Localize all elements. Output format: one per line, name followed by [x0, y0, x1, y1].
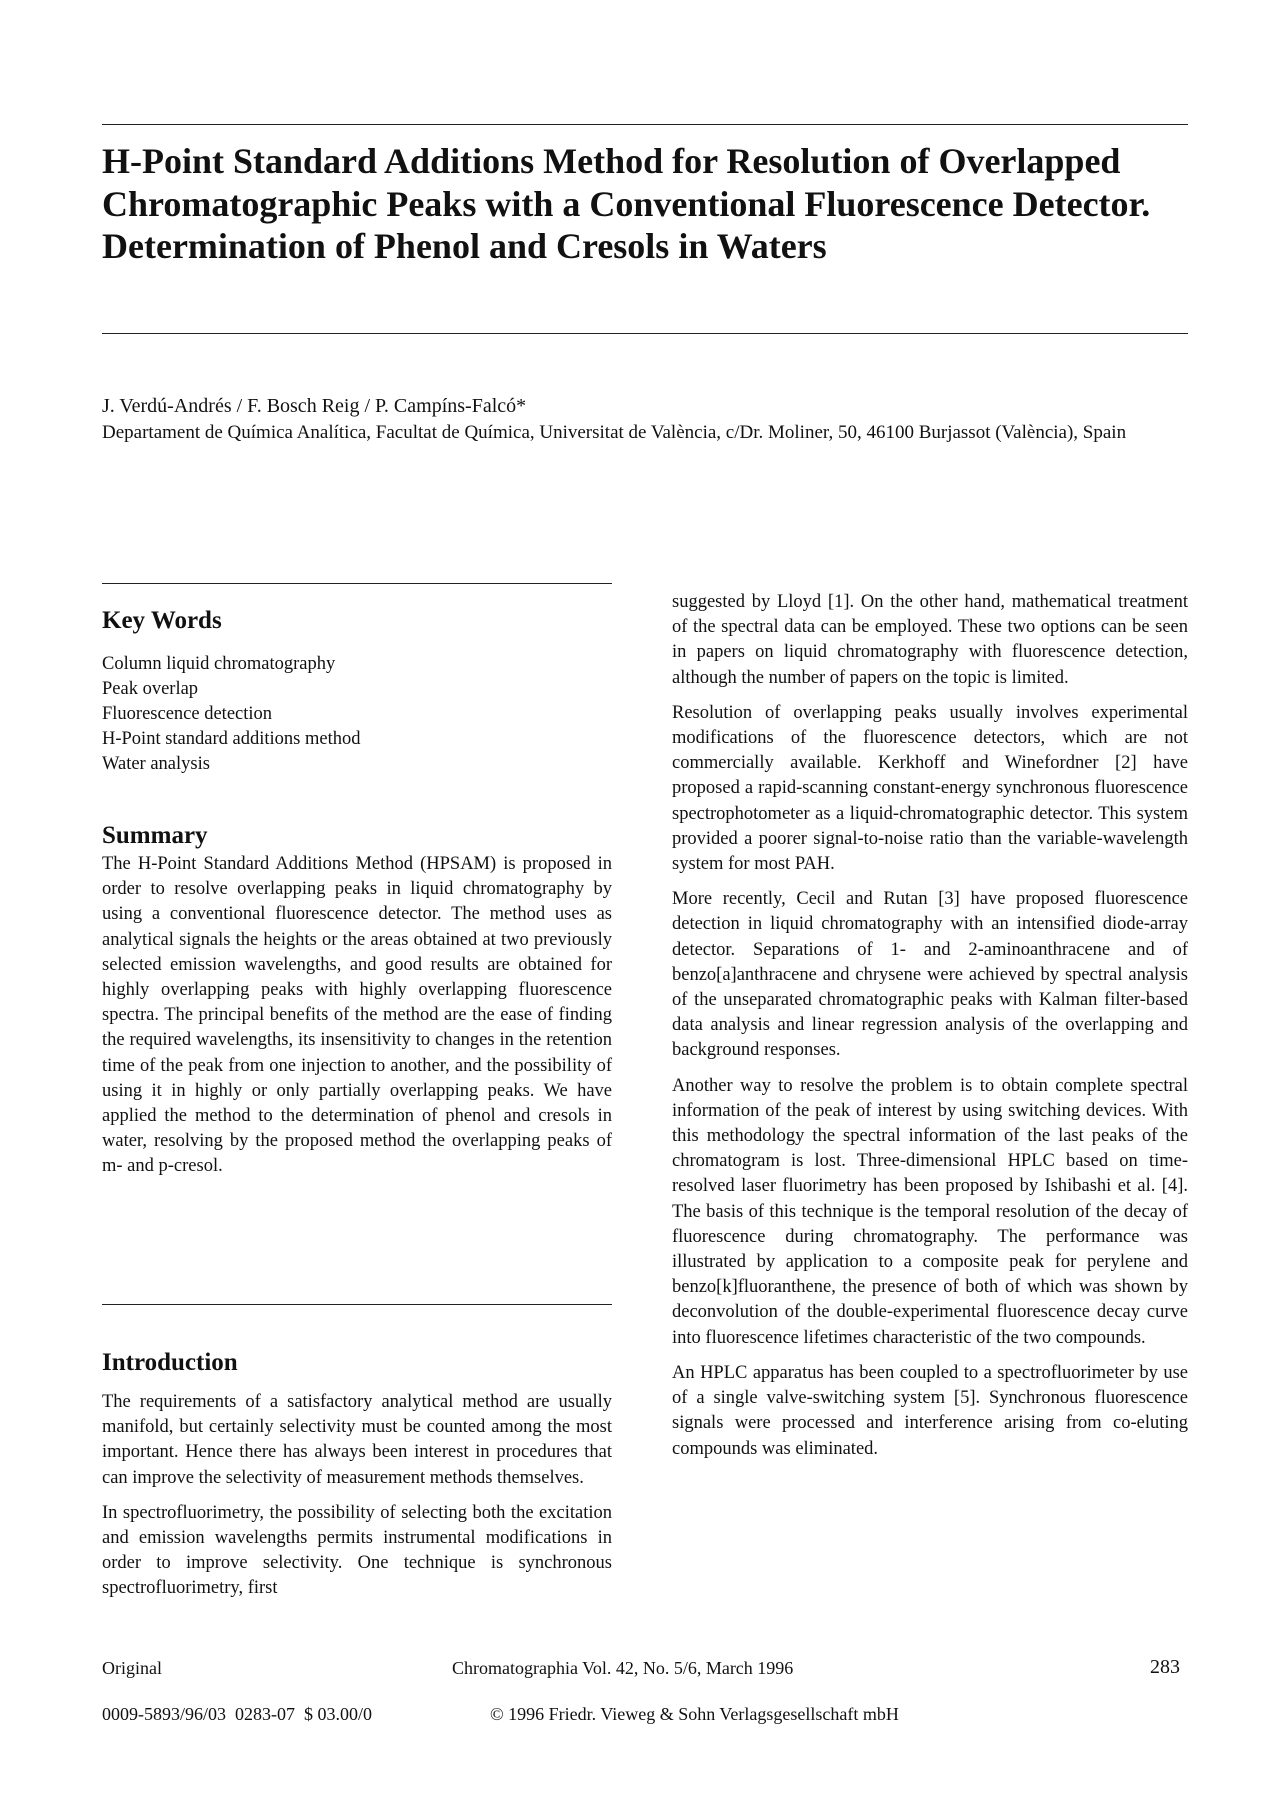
paragraph: Resolution of overlapping peaks usually involves experimental modifications of the fluorescence detectors, which are not commercially available. Kerkhoff and Winefordner [2] have proposed a rapid-scanning constant-energy synchronous fluorescence spectrophotometer as a liquid-chromatographic detector. This system provided a poorer signal-to-noise ratio than the variable-wavelength system for most PAH.	[672, 702, 1188, 875]
top-rule	[102, 124, 1188, 125]
summary-paragraph: The H-Point Standard Additions Method (HPSAM) is proposed in order to resolve overlapping peaks in liquid chromatography by using a conventional fluorescence detector. The method uses as analytical signals the heights or the areas obtained at two previously selected emission wavelengths, and good results are obtained for highly overlapping peaks with highly overlapping fluorescence spectra. The principal benefits of the method are the ease of finding the required wavelengths, its insensitivity to changes in the retention time of the peak from one injection to another, and the possibility of using it in highly or only partially overlapping peaks. We have applied the method to the determination of phenol and cresols in water, resolving by the proposed method the overlapping peaks of m- and p-cresol.	[102, 854, 612, 1177]
keyword: H-Point standard additions method	[102, 729, 361, 749]
paper-title: H-Point Standard Additions Method for Resolution of Overlapped Chromatographic Peaks with a Conventional Fluorescence Detector. Determination of Phenol and Cresols in Waters	[102, 141, 1151, 266]
affiliation: Departament de Química Analítica, Facultat de Química, Universitat de València, c/Dr. Moliner, 50, 46100 Burjassot (València), Spain	[102, 422, 1127, 443]
page-number: 283	[1150, 1656, 1180, 1678]
article-type: Original	[102, 1658, 162, 1678]
summary-rule	[102, 1304, 612, 1305]
keyword: Fluorescence detection	[102, 704, 273, 724]
right-column	[672, 590, 1188, 1472]
paragraph: More recently, Cecil and Rutan [3] have proposed fluorescence detection in liquid chromatography with an intensified diode-array detector. Separations of 1- and 2-aminoanthracene and of benzo[a]anthracene and chrysene were achieved by spectral analysis of the unseparated chromatographic peaks with Kalman filter-based data analysis and linear regression analysis of the overlapping and background responses.	[672, 889, 1188, 1061]
keyword: Column liquid chromatography	[102, 654, 336, 674]
paragraph: suggested by Lloyd [1]. On the other hand, mathematical treatment of the spectral data can be employed. These two options can be seen in papers on liquid chromatography with fluorescence detection, although the number of papers on the topic is limited.	[672, 592, 1188, 688]
summary-text	[102, 852, 612, 1190]
article-code: 0009-5893/96/03 0283-07 $ 03.00/0	[102, 1704, 372, 1724]
introduction-text	[102, 1390, 612, 1612]
title-rule	[102, 333, 1188, 334]
paragraph: In spectrofluorimetry, the possibility of selecting both the excitation and emission wavelengths permits instrumental modifications in order to improve selectivity. One technique is synchronous spectrofluorimetry, first	[102, 1502, 612, 1599]
paragraph: Another way to resolve the problem is to obtain complete spectral information of the peak of interest by using switching devices. With this methodology the spectral information of the last peaks of the chromatogram is lost. Three-dimensional HPLC based on time-resolved laser fluorimetry has been proposed by Ishibashi et al. [4]. The basis of this technique is the temporal resolution of the decay of fluorescence during chromatography. The performance was illustrated by application to a composite peak for perylene and benzo[k]fluoranthene, the presence of both of which was shown by deconvolution of the double-experimental fluorescence decay curve into fluorescence lifetimes characteristic of the two compounds.	[672, 1075, 1188, 1348]
introduction-heading: Introduction	[102, 1349, 238, 1376]
authors: J. Verdú-Andrés / F. Bosch Reig / P. Campíns-Falcó*	[102, 395, 527, 417]
keywords-list	[102, 652, 360, 777]
summary-heading: Summary	[102, 822, 208, 849]
keyword: Peak overlap	[102, 679, 199, 699]
keywords-rule	[102, 583, 612, 584]
copyright: © 1996 Friedr. Vieweg & Sohn Verlagsgesellschaft mbH	[490, 1704, 899, 1724]
keyword: Water analysis	[102, 754, 210, 774]
paragraph: An HPLC apparatus has been coupled to a spectrofluorimeter by use of a single valve-switching system [5]. Synchronous fluorescence signals were processed and interference arising from co-eluting compounds was eliminated.	[672, 1362, 1188, 1459]
paragraph: The requirements of a satisfactory analytical method are usually manifold, but certainly selectivity must be counted among the most important. Hence there has always been interest in procedures that can improve the selectivity of measurement methods themselves.	[102, 1392, 612, 1488]
journal-citation: Chromatographia Vol. 42, No. 5/6, March 1996	[452, 1658, 794, 1678]
keywords-heading: Key Words	[102, 607, 222, 634]
